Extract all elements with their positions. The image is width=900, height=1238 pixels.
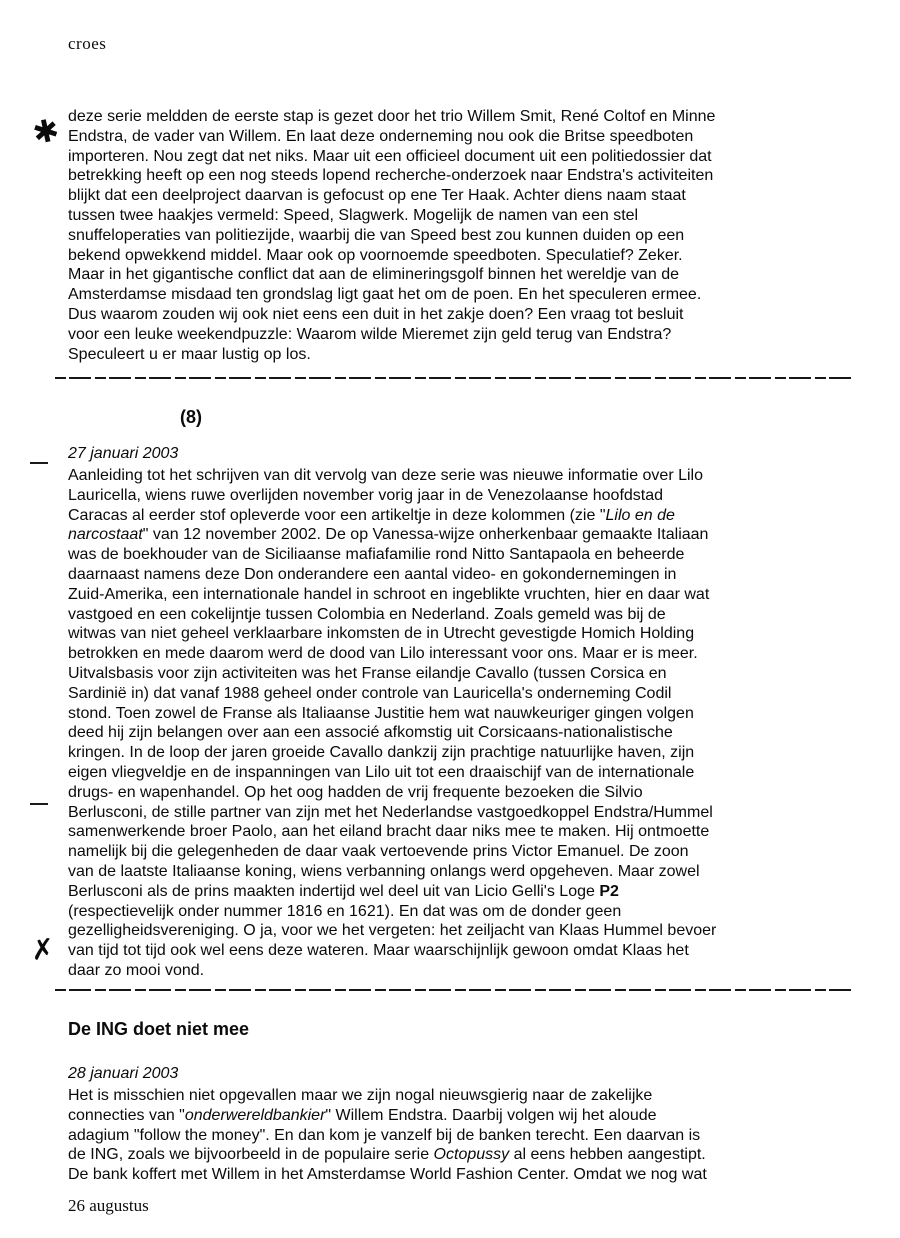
text-line: voor een leuke weekendpuzzle: Waarom wilde Mieremet zijn geld terug van Endstra? <box>68 325 672 343</box>
text-line: connecties van "onderwereldbankier" Willem Endstra. Daarbij volgen wij het aloude <box>68 1106 657 1124</box>
handwritten-asterisk-mark: ✱ <box>29 111 63 153</box>
text-line: snuffeloperaties van politiezijde, waarbij die van Speed best zou kunnen duiden op een <box>68 226 685 244</box>
text-line: De bank koffert met Willem in het Amsterdamse World Fashion Center. Omdat we nog wat <box>68 1166 707 1184</box>
text-line: betrokken en mede daarom werd de dood van Lilo interessant voor ons. Maar er is meer. <box>68 645 698 663</box>
text-line: vastgoed en een cokelijntje tussen Colombia en Nederland. Zoals gemeld was bij de <box>68 605 666 623</box>
handwritten-cross-mark: ✗ <box>29 931 57 968</box>
text-line: daar zo mooi vond. <box>68 961 205 979</box>
text-line: stond. Toen zowel de Franse als Italiaanse Justitie hem wat nauwkeuriger gingen volgen <box>68 704 694 722</box>
text-line: Endstra, de vader van Willem. En laat deze onderneming nou ook die Britse speedboten <box>68 127 694 145</box>
section-divider <box>55 377 855 379</box>
text-line: Zuid-Amerika, een internationale handel in schroot en ingeblikte vruchten, hier en daar wat <box>68 585 710 603</box>
text-line: Uitvalsbasis voor zijn activiteiten was het Franse eilandje Cavallo (tussen Corsica en <box>68 664 667 682</box>
page-header: croes <box>68 34 107 53</box>
text-line: Speculeert u er maar lustig op los. <box>68 345 311 363</box>
text-line: eigen vliegveldje en de inspanningen van Lilo uit tot een draaischijf van de internationale <box>68 763 695 781</box>
page-footer: 26 augustus <box>68 1196 149 1215</box>
text-line: adagium "follow the money". En dan kom je vanzelf bij de banken terecht. Een daarvan is <box>68 1126 701 1144</box>
text-line: namelijk bij die gelegenheden de daar vaak vertoevende prins Victor Emanuel. De zoon <box>68 843 689 861</box>
text-line: deze serie meldden de eerste stap is gezet door het trio Willem Smit, René Coltof en Minne <box>68 108 716 125</box>
text-line: (respectievelijk onder nummer 1816 en 1621). En dat was om de donder geen <box>68 902 622 920</box>
paragraph-section8-body <box>68 466 858 981</box>
text-line: Het is misschien niet opgevallen maar we zijn nogal nieuwsgierig naar de zakelijke <box>68 1087 653 1104</box>
text-line: bekend opwekkend middel. Maar ook op voornoemde speedboten. Speculatief? Zeker. <box>68 246 683 264</box>
dateline-27-januari: 27 januari 2003 <box>68 445 179 462</box>
text-line: drugs- en wapenhandel. Op het oog hadden de vrij frequente bezoeken die Silvio <box>68 783 643 801</box>
text-line: Dus waarom zouden wij ook niet eens een duit in het zakje doen? Een vraag tot besluit <box>68 305 684 323</box>
section-divider <box>55 989 855 991</box>
text-line: daarnaast namens deze Don onderandere een aantal video- en gokondernemingen in <box>68 565 677 583</box>
text-line: tussen twee haakjes vermeld: Speed, Slagwerk. Mogelijk de namen van een stel <box>68 206 639 224</box>
text-line: Caracas al eerder stof opleverde voor een artikeltje in deze kolommen (zie "Lilo en de <box>68 506 675 524</box>
text-line: Berlusconi, de stille partner van zijn met het Nederlandse vastgoedkoppel Endstra/Hummel <box>68 803 713 821</box>
text-line: de ING, zoals we bijvoorbeeld in de populaire serie Octopussy al eens hebben aangestipt. <box>68 1146 706 1164</box>
paragraph-ing-body <box>68 1086 868 1185</box>
text-line: Berlusconi als de prins maakten indertijd wel deel uit van Licio Gelli's Loge P2 <box>68 882 619 900</box>
text-line: witwas van niet geheel verklaarbare inkomsten de in Utrecht gevestigde Homich Holding <box>68 625 695 643</box>
text-line: narcostaat" van 12 november 2002. De op Vanessa-wijze onherkenbaar gemaakte Italiaan <box>68 526 709 544</box>
text-line: Aanleiding tot het schrijven van dit vervolg van deze serie was nieuwe informatie over Lilo <box>68 467 704 484</box>
text-line: betrekking heeft op een nog steeds lopend recherche-onderzoek naar Endstra's activiteiten <box>68 167 714 185</box>
text-line: van de laatste Italiaanse koning, wiens verbanning onlangs werd opgeheven. Maar zowel <box>68 862 700 880</box>
text-line: Maar in het gigantische conflict dat aan de elimineringsgolf binnen het wereldje van de <box>68 266 680 284</box>
text-line: importeren. Nou zegt dat net niks. Maar uit een officieel document uit een politiedossier dat <box>68 147 712 165</box>
section-number-heading: (8) <box>180 407 202 427</box>
text-line: Lauricella, wiens ruwe overlijden november vorig jaar in de Venezolaanse hoofdstad <box>68 486 664 504</box>
section-title-ing: De ING doet niet mee <box>68 1019 250 1039</box>
text-line: deed hij zijn belangen over aan een associé afkomstig uit Corsicaans-nationalistische <box>68 724 673 742</box>
margin-dash-mark <box>30 462 48 464</box>
text-line: was de boekhouder van de Siciliaanse mafiafamilie rond Nitto Santapaola en beheerde <box>68 546 685 564</box>
paragraph-series-continued <box>68 107 858 364</box>
text-line: kringen. In de loop der jaren groeide Cavallo dankzij zijn prachtige natuurlijke haven, zijn <box>68 744 695 762</box>
text-line: Amsterdamse misdaad ten grondslag ligt gaat het om de poen. En het speculeren ermee. <box>68 286 702 304</box>
text-line: blijkt dat een deelproject daarvan is gefocust op ene Ter Haak. Achter diens naam staat <box>68 187 686 205</box>
margin-dash-mark <box>30 803 48 805</box>
dateline-28-januari: 28 januari 2003 <box>68 1065 179 1082</box>
text-line: samenwerkende broer Paolo, aan het eiland bracht daar niks mee te maken. Hij ontmoette <box>68 823 710 841</box>
text-line: gezelligheidsvereniging. O ja, voor we het vergeten: het zeiljacht van Klaas Hummel bevoer <box>68 922 717 940</box>
text-line: Sardinië in) dat vanaf 1988 geheel onder controle van Lauricella's onderneming Codil <box>68 684 672 702</box>
text-line: van tijd tot tijd ook wel eens deze wateren. Maar waarschijnlijk gewoon omdat Klaas het <box>68 942 689 960</box>
